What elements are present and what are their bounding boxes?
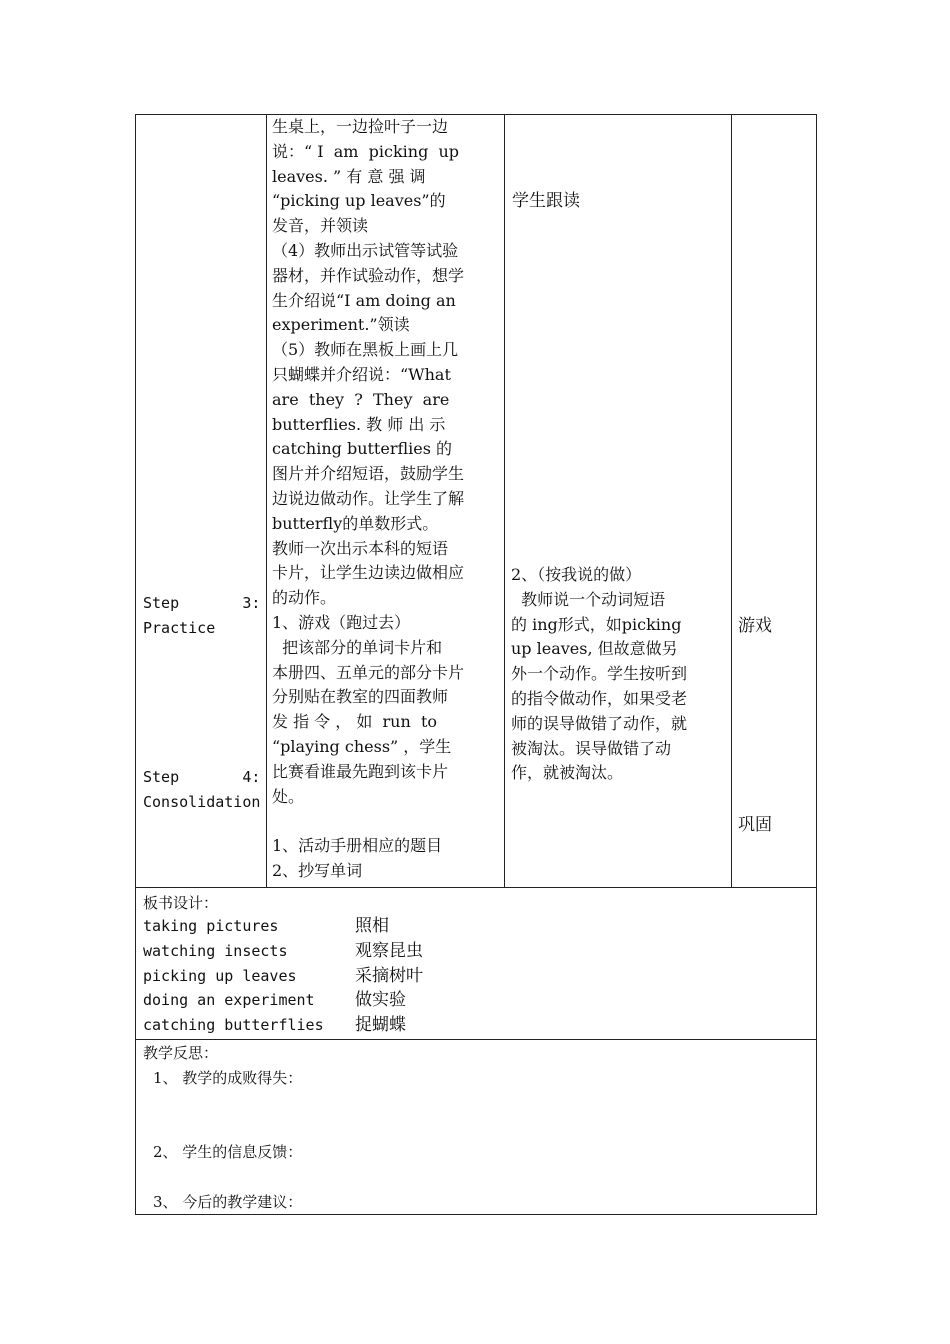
- board-phrase-english: doing an experiment: [143, 991, 315, 1010]
- column-divider-3: [731, 115, 732, 887]
- teacher-activity-line: butterfly的单数形式。: [272, 513, 439, 533]
- teacher-activity-line: experiment.”领读: [272, 315, 410, 335]
- row-divider-reflection: [136, 1039, 816, 1040]
- board-design-row: [143, 939, 643, 964]
- teacher-activity-line: leaves. ” 有 意 强 调: [272, 166, 426, 186]
- teacher-activity-line: 处。: [272, 786, 305, 806]
- row-divider-board: [136, 887, 816, 888]
- column-divider-2: [504, 115, 505, 887]
- reflection-title: 教学反思：: [143, 1044, 219, 1062]
- teacher-activity-line: 生桌上，一边捡叶子一边: [272, 117, 449, 136]
- board-phrase-chinese: 采摘树叶: [355, 965, 423, 986]
- teacher-activity-line: 把该部分的单词卡片和: [272, 637, 443, 657]
- reflection-item-2: 2、 学生的信息反馈：: [153, 1143, 303, 1161]
- teacher-activity-line: 图片并介绍短语，鼓励学生: [272, 464, 465, 484]
- teacher-activity-line: “picking up leaves”的: [272, 191, 446, 211]
- purpose-consolidate: 巩固: [738, 815, 772, 835]
- teacher-activity-line: 发 指 令 ， 如 run to: [272, 712, 438, 732]
- teacher-activity-line: catching butterflies 的: [272, 439, 453, 459]
- teacher-activity-line: 边说边做动作。让学生了解: [272, 488, 465, 508]
- teacher-activity-line: 1、活动手册相应的题目: [272, 836, 443, 856]
- teacher-activity-line: 比赛看谁最先跑到该卡片: [272, 761, 449, 781]
- student-activity-line: 2、（按我说的做）: [511, 565, 642, 584]
- teacher-activity-line: （4）教师出示试管等试验: [272, 240, 459, 260]
- teacher-activity-line: 说：“ I am picking up: [272, 141, 460, 161]
- teacher-activity-line: 1、游戏（跑过去）: [272, 612, 411, 632]
- student-activity-line: 师的误导做错了动作，就: [511, 713, 688, 733]
- student-activity-line: 作，就被淘汰。: [511, 763, 624, 783]
- step4-label: Step 4:: [143, 768, 261, 786]
- board-design-title: 板书设计：: [143, 894, 219, 912]
- student-activity-line: 教师说一个动词短语: [511, 589, 666, 609]
- board-phrase-chinese: 观察昆虫: [355, 940, 423, 961]
- board-phrase-chinese: 照相: [355, 916, 389, 936]
- teacher-activity-line: “playing chess” ，学生: [272, 736, 452, 756]
- teacher-activity-line: 2、抄写单词: [272, 860, 363, 880]
- teacher-activity-line: 的动作。: [272, 588, 337, 608]
- board-phrase-english: picking up leaves: [143, 966, 297, 985]
- teacher-activity-line: 器材，并作试验动作，想学: [272, 265, 465, 285]
- reflection-item-1: 1、 教学的成败得失：: [153, 1069, 303, 1087]
- purpose-game: 游戏: [738, 616, 772, 636]
- student-activity-line: up leaves, 但故意做另: [511, 639, 678, 659]
- teacher-activity-line: [272, 809, 496, 834]
- lesson-plan-table: [135, 114, 817, 1215]
- teacher-activity-line: 只蝴蝶并介绍说：“What: [272, 364, 451, 384]
- board-design-row: [143, 1013, 643, 1038]
- reflection-item-3: 3、 今后的教学建议：: [153, 1193, 303, 1211]
- board-phrase-chinese: 做实验: [355, 990, 406, 1011]
- student-activity-line: 外一个动作。学生按听到: [511, 664, 688, 684]
- teacher-activity-line: （5）教师在黑板上画上几: [272, 340, 459, 360]
- teacher-activity-line: are they ? They are: [272, 389, 450, 409]
- board-design-row: [143, 964, 643, 989]
- step3-name: Practice: [143, 619, 216, 637]
- step3-label: Step 3:: [143, 594, 261, 612]
- board-design-row: [143, 914, 643, 939]
- teacher-activity-line: 本册四、五单元的部分卡片: [272, 662, 465, 682]
- student-activity-line: 的指令做动作，如果受老: [511, 688, 688, 708]
- board-design-rows: [143, 914, 643, 1038]
- teacher-activity-line: 卡片，让学生边读边做相应: [272, 563, 465, 583]
- student-activity: [511, 563, 731, 786]
- teacher-activity: [272, 115, 496, 884]
- board-design-row: [143, 988, 643, 1013]
- student-follow-read: 学生跟读: [512, 191, 580, 211]
- student-activity-line: 被淘汰。误导做错了动: [511, 738, 672, 758]
- teacher-activity-line: 发音，并领读: [272, 216, 369, 236]
- teacher-activity-line: 生介绍说“I am doing an: [272, 290, 456, 310]
- board-phrase-english: taking pictures: [143, 917, 279, 935]
- student-activity-line: 的 ing形式，如picking: [511, 614, 682, 634]
- teacher-activity-line: butterflies. 教 师 出 示: [272, 414, 446, 434]
- teacher-activity-line: 分别贴在教室的四面教师: [272, 687, 449, 707]
- teacher-activity-line: 教师一次出示本科的短语: [272, 538, 449, 558]
- board-phrase-english: catching butterflies: [143, 1016, 324, 1035]
- board-phrase-english: watching insects: [143, 941, 288, 960]
- column-divider-1: [266, 115, 267, 887]
- board-phrase-chinese: 捉蝴蝶: [355, 1015, 406, 1036]
- step4-name: Consolidation: [143, 793, 261, 811]
